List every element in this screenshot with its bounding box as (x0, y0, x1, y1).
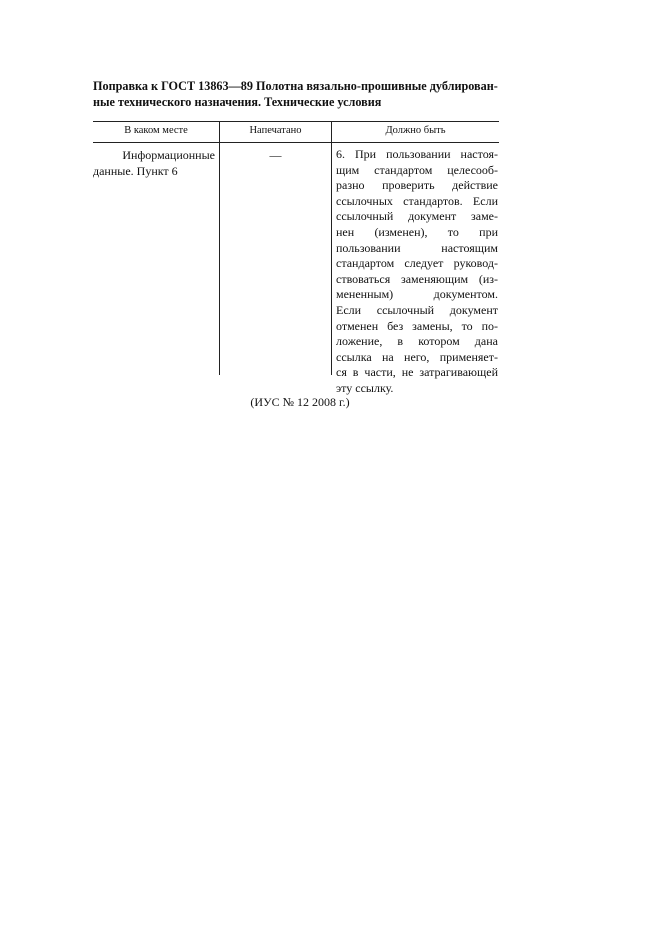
should-line: щим стандартом целесооб- (336, 162, 498, 177)
should-line: ствоваться заменяющим (из- (336, 271, 498, 286)
header-where: В каком месте (124, 125, 188, 136)
should-line: стандартом следует руковод- (336, 256, 498, 271)
should-line: нен (изменен), то при (336, 224, 498, 239)
title-line-2: ные технического назначения. Технические условия (93, 95, 382, 109)
document-title (93, 78, 501, 110)
should-line: эту ссылку. (336, 380, 394, 395)
should-line: разно проверить действие (336, 178, 498, 193)
title-line-1: Поправка к ГОСТ 13863—89 Полотна вязально-прошивные дублирован- (93, 79, 498, 93)
should-line: ссылочных стандартов. Если (336, 193, 498, 208)
cell-where-line-1: Информационные (122, 148, 215, 162)
should-line: 6. При пользовании настоя- (336, 147, 498, 161)
should-line: ложение, в котором дана (336, 334, 498, 349)
cell-where-line-2: данные. Пункт 6 (93, 164, 178, 178)
should-line: Если ссылочный документ (336, 302, 498, 317)
should-line: отменен без замены, то по- (336, 318, 498, 333)
cell-where (93, 147, 215, 179)
should-line: ссылочный документ заме- (336, 209, 498, 224)
table-top-rule (93, 121, 499, 122)
footer-source: (ИУС № 12 2008 г.) (250, 395, 350, 409)
should-line: ссылка на него, применяет- (336, 349, 498, 364)
cell-printed: — (269, 148, 282, 162)
table-column-divider-2 (331, 121, 332, 375)
cell-should-be (336, 147, 498, 397)
header-should-be: Должно быть (385, 125, 446, 136)
should-line: ся в части, не затрагивающей (336, 365, 498, 380)
header-printed: Напечатано (249, 125, 302, 136)
should-line: мененным) документом. (336, 287, 498, 302)
should-line: пользовании настоящим (336, 240, 498, 255)
table-header-rule (93, 142, 499, 143)
